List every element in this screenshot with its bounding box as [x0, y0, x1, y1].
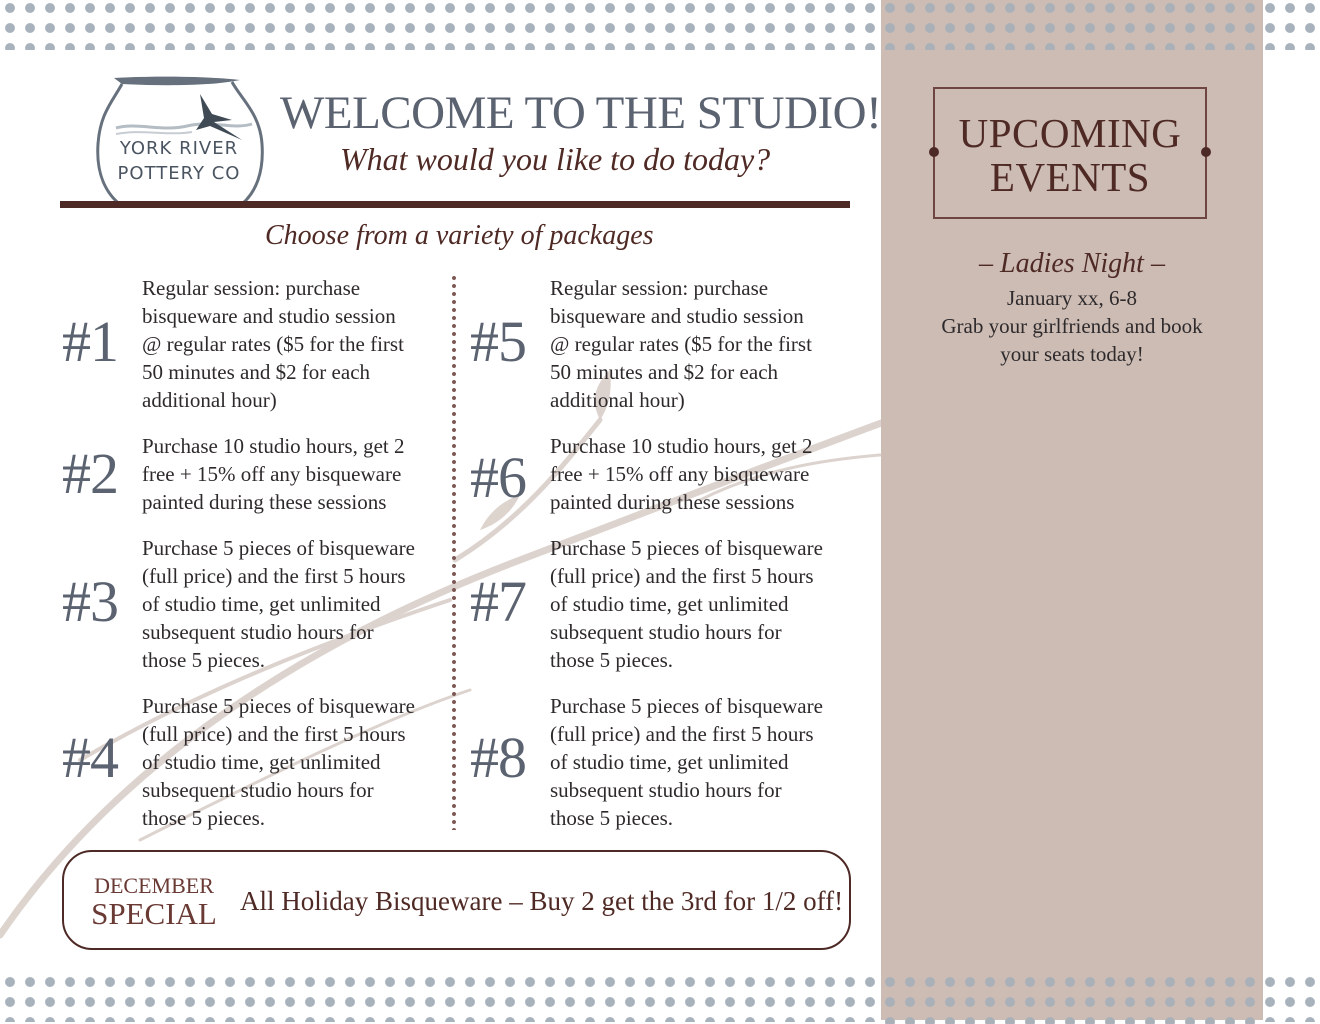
special-offer-text: All Holiday Bisqueware – Buy 2 get the 3rd for 1/2 off!: [240, 886, 844, 916]
package-desc-1: [142, 274, 432, 414]
pkg7-line: subsequent studio hours for: [550, 620, 782, 644]
events-title-line2: EVENTS: [989, 154, 1151, 200]
pkg3-line: (full price) and the first 5 hours: [142, 564, 406, 588]
package-number-2: #2: [62, 441, 118, 506]
pkg1-line: additional hour): [142, 388, 277, 412]
pkg5-line: @ regular rates ($5 for the first: [550, 332, 812, 356]
package-desc-7: [550, 534, 840, 674]
logo-text-line2: POTTERY CO: [117, 163, 241, 184]
pkg8-line: of studio time, get unlimited: [550, 750, 789, 774]
event-name: – Ladies Night –: [979, 248, 1165, 279]
pkg7-line: those 5 pieces.: [550, 648, 674, 672]
column-divider: [452, 274, 456, 830]
pkg3-line: subsequent studio hours for: [142, 620, 374, 644]
pkg5-line: bisqueware and studio session: [550, 304, 804, 328]
package-number-5: #5: [470, 309, 526, 374]
logo-text-line1: YORK RIVER: [119, 138, 239, 159]
pkg4-line: (full price) and the first 5 hours: [142, 722, 406, 746]
package-number-7: #7: [470, 569, 526, 634]
package-desc-6: [550, 432, 840, 516]
pkg5-line: additional hour): [550, 388, 685, 412]
pkg1-line: Regular session: purchase: [142, 276, 361, 300]
package-desc-3: [142, 534, 432, 674]
pkg7-line: (full price) and the first 5 hours: [550, 564, 814, 588]
event-desc-line1: Grab your girlfriends and book: [941, 314, 1203, 338]
upcoming-events-box: [933, 87, 1207, 219]
pkg2-line: Purchase 10 studio hours, get 2: [142, 434, 405, 458]
package-number-1: #1: [62, 309, 118, 374]
pkg5-line: Regular session: purchase: [550, 276, 769, 300]
pkg6-line: painted during these sessions: [550, 490, 795, 514]
special-label-top: DECEMBER: [94, 873, 214, 898]
pkg7-line: Purchase 5 pieces of bisqueware: [550, 536, 823, 560]
pkg8-line: those 5 pieces.: [550, 806, 674, 830]
page-title: WELCOME TO THE STUDIO!: [280, 87, 882, 139]
package-number-3: #3: [62, 569, 118, 634]
pkg3-line: Purchase 5 pieces of bisqueware: [142, 536, 415, 560]
events-title-line1: UPCOMING: [958, 110, 1182, 156]
events-sidebar: [881, 0, 1263, 1020]
header-divider: [60, 201, 850, 208]
pkg5-line: 50 minutes and $2 for each: [550, 360, 779, 384]
pkg2-line: painted during these sessions: [142, 490, 387, 514]
package-desc-8: [550, 692, 840, 832]
package-desc-2: [142, 432, 432, 516]
pkg6-line: Purchase 10 studio hours, get 2: [550, 434, 813, 458]
sidebar-top-dots: [881, 0, 1263, 50]
package-desc-5: [550, 274, 840, 414]
pkg4-line: Purchase 5 pieces of bisqueware: [142, 694, 415, 718]
pkg7-line: of studio time, get unlimited: [550, 592, 789, 616]
pkg6-line: free + 15% off any bisqueware: [550, 462, 810, 486]
upcoming-events-title: [935, 111, 1205, 199]
packages-heading: Choose from a variety of packages: [265, 220, 654, 251]
pkg3-line: those 5 pieces.: [142, 648, 266, 672]
pkg1-line: 50 minutes and $2 for each: [142, 360, 371, 384]
page-subtitle: What would you like to do today?: [340, 141, 771, 177]
event-date: January xx, 6-8: [1006, 286, 1138, 310]
pkg4-line: those 5 pieces.: [142, 806, 266, 830]
package-number-4: #4: [62, 725, 118, 790]
pkg8-line: Purchase 5 pieces of bisqueware: [550, 694, 823, 718]
sidebar-bottom-dots: [881, 972, 1263, 1024]
package-number-6: #6: [470, 445, 526, 510]
pkg4-line: of studio time, get unlimited: [142, 750, 381, 774]
package-desc-4: [142, 692, 432, 832]
pkg1-line: @ regular rates ($5 for the first: [142, 332, 404, 356]
pkg4-line: subsequent studio hours for: [142, 778, 374, 802]
package-number-8: #8: [470, 725, 526, 790]
pkg8-line: (full price) and the first 5 hours: [550, 722, 814, 746]
pkg3-line: of studio time, get unlimited: [142, 592, 381, 616]
event-desc-line2: your seats today!: [1000, 342, 1144, 366]
pkg8-line: subsequent studio hours for: [550, 778, 782, 802]
pkg1-line: bisqueware and studio session: [142, 304, 396, 328]
special-label-bottom: SPECIAL: [91, 896, 217, 931]
pkg2-line: free + 15% off any bisqueware: [142, 462, 402, 486]
